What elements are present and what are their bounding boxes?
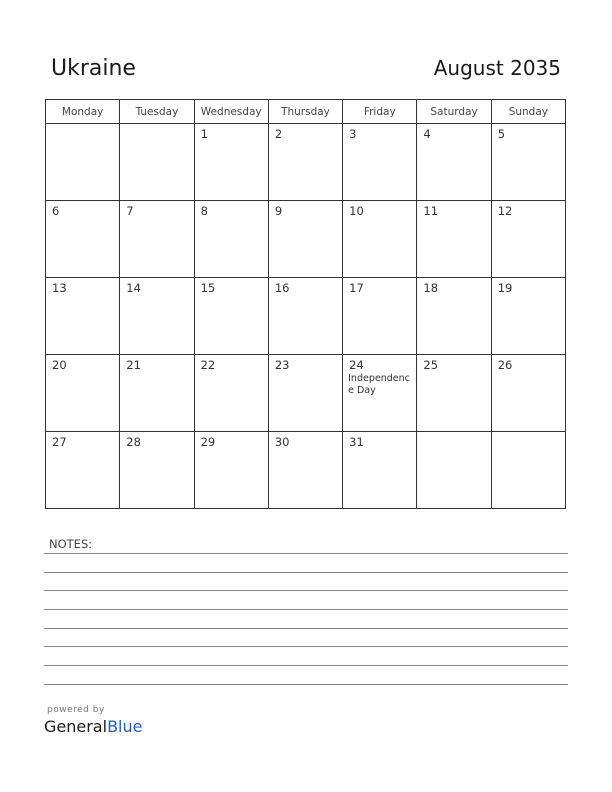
day-cell xyxy=(343,201,417,278)
holiday-label: Independence Day xyxy=(348,373,410,396)
country-title: Ukraine xyxy=(51,56,136,81)
day-cell xyxy=(194,124,268,201)
weekday-friday: Friday xyxy=(343,100,417,124)
calendar-grid xyxy=(45,99,566,509)
day-cell xyxy=(120,432,194,509)
day-number: 3 xyxy=(349,127,357,141)
note-line xyxy=(44,684,568,685)
day-number: 18 xyxy=(423,281,439,295)
day-number: 16 xyxy=(274,281,290,295)
day-cell xyxy=(120,124,194,201)
day-number: 10 xyxy=(349,204,364,218)
day-cell xyxy=(491,432,565,509)
day-cell xyxy=(46,124,120,201)
day-number: 24 xyxy=(349,358,364,372)
note-line xyxy=(44,646,568,647)
day-number: 17 xyxy=(349,281,364,295)
day-cell xyxy=(120,278,194,355)
week-row xyxy=(46,201,566,278)
day-number: 26 xyxy=(497,358,513,372)
day-cell xyxy=(491,124,565,201)
day-number: 5 xyxy=(497,127,506,141)
generalblue-logo xyxy=(44,717,142,736)
day-cell xyxy=(46,432,120,509)
brand-blue: Blue xyxy=(107,717,143,736)
notes-label: NOTES: xyxy=(49,537,93,551)
note-line xyxy=(44,665,568,666)
day-number: 4 xyxy=(423,127,431,141)
day-cell xyxy=(268,355,342,432)
note-line xyxy=(44,572,568,573)
day-cell xyxy=(268,278,342,355)
day-cell xyxy=(491,355,565,432)
day-cell xyxy=(120,355,194,432)
weekday-tuesday: Tuesday xyxy=(120,100,194,124)
day-number: 31 xyxy=(349,435,364,449)
day-cell xyxy=(46,355,120,432)
day-number: 2 xyxy=(274,127,283,141)
day-cell xyxy=(268,201,342,278)
day-cell xyxy=(343,278,417,355)
weekday-saturday: Saturday xyxy=(417,100,491,124)
day-cell xyxy=(417,278,491,355)
day-number: 14 xyxy=(126,281,141,295)
weekday-header-row xyxy=(46,100,566,124)
day-number: 12 xyxy=(497,204,513,218)
day-number: 9 xyxy=(274,204,283,218)
day-number: 15 xyxy=(200,281,216,295)
day-number: 6 xyxy=(52,204,60,218)
day-cell xyxy=(491,201,565,278)
weekday-thursday: Thursday xyxy=(268,100,342,124)
note-line xyxy=(44,628,568,629)
day-number: 27 xyxy=(52,435,67,449)
day-number: 11 xyxy=(423,204,439,218)
day-cell xyxy=(417,355,491,432)
day-number: 23 xyxy=(274,358,290,372)
note-line xyxy=(44,553,568,554)
day-number: 7 xyxy=(126,204,134,218)
day-number: 20 xyxy=(52,358,67,372)
week-row xyxy=(46,278,566,355)
day-cell xyxy=(194,201,268,278)
month-year-title: August 2035 xyxy=(433,56,561,80)
calendar-body xyxy=(46,124,566,509)
powered-by-label: powered by xyxy=(47,705,105,715)
day-number: 13 xyxy=(52,281,67,295)
day-number: 28 xyxy=(126,435,141,449)
day-cell xyxy=(194,432,268,509)
day-number: 19 xyxy=(497,281,513,295)
day-number: 8 xyxy=(200,204,208,218)
day-cell xyxy=(343,355,417,432)
note-line xyxy=(44,590,568,591)
day-cell xyxy=(417,432,491,509)
day-cell xyxy=(491,278,565,355)
weekday-wednesday: Wednesday xyxy=(194,100,268,124)
day-cell xyxy=(268,124,342,201)
day-number: 1 xyxy=(200,127,208,141)
day-cell xyxy=(194,355,268,432)
day-cell xyxy=(417,124,491,201)
day-cell xyxy=(343,124,417,201)
day-cell xyxy=(417,201,491,278)
day-number: 21 xyxy=(126,358,141,372)
day-cell xyxy=(120,201,194,278)
day-number: 30 xyxy=(274,435,290,449)
day-number: 25 xyxy=(423,358,439,372)
day-cell xyxy=(46,278,120,355)
day-number: 22 xyxy=(200,358,216,372)
note-line xyxy=(44,609,568,610)
brand-general: General xyxy=(44,717,108,736)
week-row xyxy=(46,432,566,509)
day-cell xyxy=(46,201,120,278)
weekday-monday: Monday xyxy=(46,100,120,124)
day-cell xyxy=(343,432,417,509)
week-row xyxy=(46,124,566,201)
week-row xyxy=(46,355,566,432)
day-number: 29 xyxy=(200,435,216,449)
weekday-sunday: Sunday xyxy=(491,100,565,124)
day-cell xyxy=(194,278,268,355)
day-cell xyxy=(268,432,342,509)
